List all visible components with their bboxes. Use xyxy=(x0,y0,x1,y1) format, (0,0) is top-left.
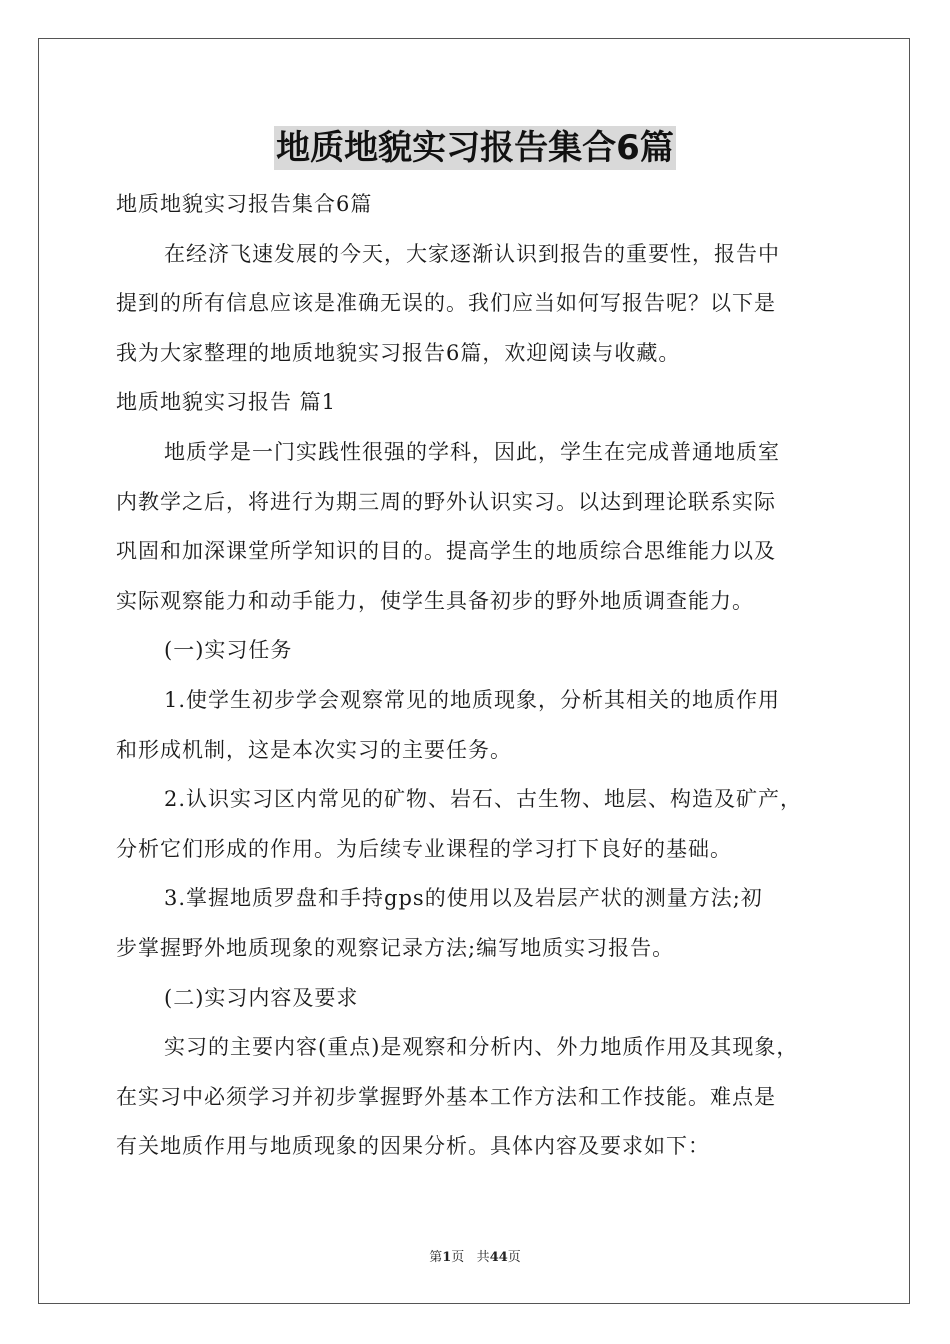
paragraph-line: 1.使学生初步学会观察常见的地质现象，分析其相关的地质作用 xyxy=(164,687,781,712)
paragraph-line: 巩固和加深课堂所学知识的目的。提高学生的地质综合思维能力以及 xyxy=(116,539,776,564)
paragraph-line: 2.认识实习区内常见的矿物、岩石、古生物、地层、构造及矿产， xyxy=(164,787,803,812)
page-prefix: 第 xyxy=(429,1250,443,1265)
paragraph-line: 在经济飞速发展的今天，大家逐渐认识到报告的重要性，报告中 xyxy=(164,241,780,266)
paragraph-line: 实际观察能力和动手能力，使学生具备初步的野外地质调查能力。 xyxy=(116,588,754,613)
total-prefix: 共 xyxy=(476,1250,490,1265)
subsection-heading: (一)实习任务 xyxy=(164,638,293,663)
paragraph-line: 在实习中必须学习并初步掌握野外基本工作方法和工作技能。难点是 xyxy=(116,1084,776,1109)
paragraph-line: 实习的主要内容(重点)是观察和分析内、外力地质作用及其现象， xyxy=(164,1035,799,1060)
subtitle-line: 地质地貌实习报告集合6篇 xyxy=(116,192,373,216)
page-footer xyxy=(0,1246,950,1265)
paragraph-line: 和形成机制，这是本次实习的主要任务。 xyxy=(116,737,512,762)
paragraph-line: 内教学之后，将进行为期三周的野外认识实习。以达到理论联系实际 xyxy=(116,489,776,514)
paragraph-line: 地质学是一门实践性很强的学科，因此，学生在完成普通地质室 xyxy=(164,439,780,464)
subsection-heading: (二)实习内容及要求 xyxy=(164,985,359,1010)
paragraph-line: 有关地质作用与地质现象的因果分析。具体内容及要求如下： xyxy=(116,1134,710,1159)
paragraph-line: 我为大家整理的地质地貌实习报告6篇，欢迎阅读与收藏。 xyxy=(116,340,681,365)
paragraph-line: 提到的所有信息应该是准确无误的。我们应当如何写报告呢？以下是 xyxy=(116,291,776,316)
section-heading: 地质地貌实习报告 篇1 xyxy=(116,390,337,415)
total-suffix: 页 xyxy=(507,1250,521,1265)
paragraph-line: 3.掌握地质罗盘和手持gps的使用以及岩层产状的测量方法;初 xyxy=(164,886,763,911)
paragraph-line: 步掌握野外地质现象的观察记录方法;编写地质实习报告。 xyxy=(116,935,675,960)
title-block xyxy=(0,126,950,170)
document-body xyxy=(116,180,836,1172)
total-pages: 44 xyxy=(489,1250,508,1265)
page-suffix: 页 xyxy=(451,1250,465,1265)
paragraph-line: 分析它们形成的作用。为后续专业课程的学习打下良好的基础。 xyxy=(116,836,732,861)
page-number: 1 xyxy=(442,1250,452,1265)
document-title: 地质地貌实习报告集合6篇 xyxy=(276,128,674,168)
